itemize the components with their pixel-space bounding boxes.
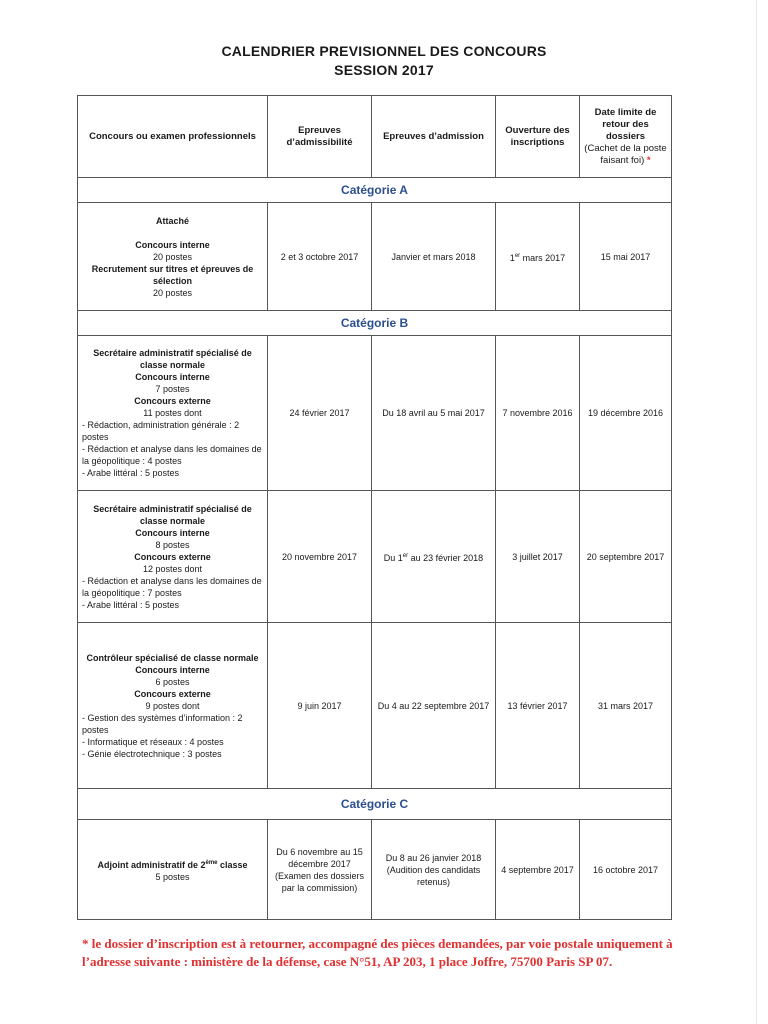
- footnote: * le dossier d’inscription est à retourner, accompagné des pièces demandées, par voie postale uniquement à l’adresse suivante : ministère de la défense, case N°51, AP 203, 1 place Joffre, 75700 Paris SP 07.: [82, 936, 673, 969]
- admissibilite-cell: 20 novembre 2017: [268, 491, 372, 623]
- concours-title: Secrétaire administratif spécialisé de classe normale: [93, 348, 252, 370]
- concours-title: Secrétaire administratif spécialisé de classe normale: [93, 503, 252, 526]
- admission-rest: au 23 février 2018: [408, 552, 484, 563]
- header-ouverture: Ouverture des inscriptions: [496, 96, 580, 178]
- admission-cell: Janvier et mars 2018: [372, 203, 496, 311]
- category-row-a: [78, 178, 672, 203]
- header-admissibilite: Epreuves d’admissibilité: [268, 96, 372, 178]
- admission-cell: [372, 491, 496, 623]
- category-c-label: Catégorie C: [78, 789, 672, 820]
- admissibilite-cell: 2 et 3 octobre 2017: [268, 203, 372, 311]
- header-date-limite-label: Date limite de retour des dossiers: [594, 106, 657, 142]
- concours-detail: - Arabe littéral : 5 postes: [82, 468, 180, 478]
- limite-cell: 15 mai 2017: [580, 203, 672, 311]
- page-subtitle: SESSION 2017: [334, 62, 434, 78]
- admission-cell: Du 18 avril au 5 mai 2017: [372, 336, 496, 491]
- concours-externe: Concours externe: [134, 688, 211, 699]
- table-row: [78, 820, 672, 920]
- concours-interne-postes: 20 postes: [152, 251, 193, 262]
- concours-title: Contrôleur spécialisé de classe normale: [86, 652, 259, 663]
- page-edge-line: [756, 0, 757, 1024]
- table-row: [78, 623, 672, 789]
- concours-interne: Concours interne: [135, 527, 210, 538]
- concours-title: Attaché: [155, 215, 189, 226]
- concours-cell: [78, 820, 268, 920]
- table-row: [78, 203, 672, 311]
- concours-title: [82, 857, 263, 871]
- concours-title-start: Adjoint administratif de 2: [97, 859, 206, 870]
- header-date-limite: [580, 96, 672, 178]
- concours-recrutement-postes: 20 postes: [152, 287, 193, 298]
- limite-cell: 19 décembre 2016: [580, 336, 672, 491]
- limite-cell: 31 mars 2017: [580, 623, 672, 789]
- header-asterisk: *: [646, 154, 651, 166]
- ouverture-rest: mars 2017: [520, 252, 566, 263]
- ouverture-cell: 4 septembre 2017: [496, 820, 580, 920]
- limite-cell: 16 octobre 2017: [580, 820, 672, 920]
- concours-interne-postes: 7 postes: [155, 384, 190, 394]
- ouverture-cell: 13 février 2017: [496, 623, 580, 789]
- concours-externe: Concours externe: [134, 551, 211, 562]
- category-row-c: [78, 789, 672, 820]
- table-row: [78, 491, 672, 623]
- concours-cell: [78, 336, 268, 491]
- header-concours: Concours ou examen professionnels: [78, 96, 268, 178]
- concours-recrutement: Recrutement sur titres et épreuves de sélection: [91, 263, 254, 286]
- page-title: CALENDRIER PREVISIONNEL DES CONCOURS: [221, 43, 547, 59]
- concours-cell: [78, 623, 268, 789]
- concours-detail: - Génie électrotechnique : 3 postes: [82, 748, 222, 759]
- admissibilite-cell: 24 février 2017: [268, 336, 372, 491]
- concours-cell: [78, 203, 268, 311]
- ouverture-cell: 7 novembre 2016: [496, 336, 580, 491]
- concours-table: [77, 95, 672, 920]
- admissibilite-cell: Du 6 novembre au 15 décembre 2017 (Examen des dossiers par la commission): [268, 820, 372, 920]
- concours-interne: Concours interne: [135, 664, 210, 675]
- concours-detail: - Informatique et réseaux : 4 postes: [82, 736, 224, 747]
- table-header-row: [78, 96, 672, 178]
- concours-title-end: classe: [217, 859, 248, 870]
- concours-externe: Concours externe: [134, 396, 211, 406]
- concours-interne-postes: 8 postes: [155, 539, 190, 550]
- concours-externe-postes: 12 postes dont: [142, 563, 203, 574]
- ouverture-sup: er: [514, 252, 521, 259]
- concours-cell: [78, 491, 268, 623]
- concours-postes: 5 postes: [155, 871, 190, 882]
- ouverture-cell: 3 juillet 2017: [496, 491, 580, 623]
- concours-detail: - Arabe littéral : 5 postes: [82, 599, 180, 610]
- concours-interne-postes: 6 postes: [155, 676, 190, 687]
- concours-detail: - Rédaction et analyse dans les domaines de la géopolitique : 4 postes: [82, 444, 262, 466]
- admission-start: Du 1: [383, 552, 403, 563]
- header-admission: Epreuves d’admission: [372, 96, 496, 178]
- concours-title-sup: ème: [205, 859, 218, 866]
- admission-cell: Du 4 au 22 septembre 2017: [372, 623, 496, 789]
- table-row: [78, 336, 672, 491]
- admission-cell: Du 8 au 26 janvier 2018 (Audition des candidats retenus): [372, 820, 496, 920]
- admissibilite-cell: 9 juin 2017: [268, 623, 372, 789]
- category-a-label: Catégorie A: [78, 178, 672, 203]
- concours-interne: Concours interne: [135, 239, 210, 250]
- concours-detail: - Rédaction, administration générale : 2 postes: [82, 420, 240, 442]
- category-b-label: Catégorie B: [78, 311, 672, 336]
- concours-detail: - Rédaction et analyse dans les domaines de la géopolitique : 7 postes: [82, 575, 262, 598]
- concours-externe-postes: 11 postes dont: [143, 408, 202, 418]
- concours-detail: - Gestion des systèmes d’information : 2 postes: [82, 712, 243, 735]
- concours-interne: Concours interne: [135, 372, 210, 382]
- header-date-limite-note: (Cachet de la poste faisant foi): [584, 142, 667, 166]
- category-row-b: [78, 311, 672, 336]
- ouverture-cell: [496, 203, 580, 311]
- concours-externe-postes: 9 postes dont: [145, 700, 200, 711]
- limite-cell: 20 septembre 2017: [580, 491, 672, 623]
- ouverture-day: 1: [509, 252, 515, 263]
- admission-sup: er: [402, 552, 409, 559]
